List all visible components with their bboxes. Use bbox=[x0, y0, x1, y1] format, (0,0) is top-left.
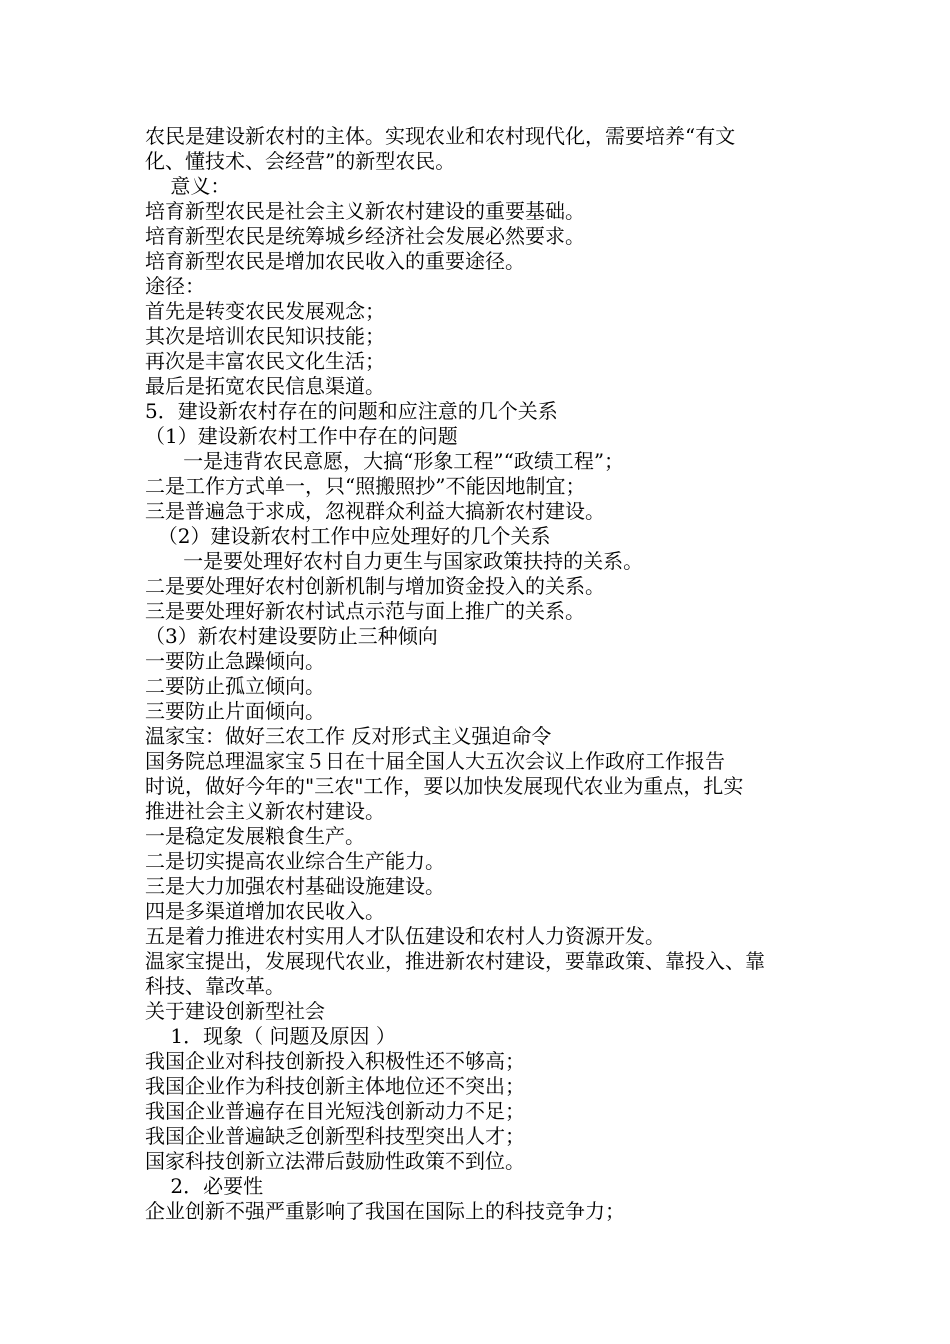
text-line: 一是稳定发展粮食生产。 bbox=[145, 824, 365, 848]
subsection-heading: 1．现象（ 问题及原因 ） bbox=[145, 1024, 396, 1048]
text-line: 温家宝提出，发展现代农业，推进新农村建设，要靠政策、靠投入、靠 bbox=[145, 949, 765, 973]
text-line: 五是着力推进农村实用人才队伍建设和农村人力资源开发。 bbox=[145, 924, 665, 948]
subsection-heading: （1）建设新农村工作中存在的问题 bbox=[145, 424, 458, 448]
text-line: 三要防止片面倾向。 bbox=[145, 699, 325, 723]
text-line: 二是工作方式单一，只“照搬照抄”不能因地制宜； bbox=[145, 474, 586, 498]
text-line: 再次是丰富农民文化生活； bbox=[145, 349, 385, 373]
subsection-heading: 2．必要性 bbox=[145, 1174, 264, 1198]
text-line: 最后是拓宽农民信息渠道。 bbox=[145, 374, 385, 398]
text-line: 培育新型农民是社会主义新农村建设的重要基础。 bbox=[145, 199, 585, 223]
text-line: 农民是建设新农村的主体。实现农业和农村现代化，需要培养“有文 bbox=[145, 124, 736, 148]
text-line: 科技、靠改革。 bbox=[145, 974, 285, 998]
subsection-heading: （3）新农村建设要防止三种倾向 bbox=[145, 624, 438, 648]
text-line: 三是普遍急于求成，忽视群众利益大搞新农村建设。 bbox=[145, 499, 605, 523]
text-line: 我国企业作为科技创新主体地位还不突出； bbox=[145, 1074, 525, 1098]
document-body bbox=[145, 124, 815, 1224]
text-line: 途径： bbox=[145, 274, 205, 298]
text-line: 培育新型农民是统筹城乡经济社会发展必然要求。 bbox=[145, 224, 585, 248]
text-line: 我国企业普遍缺乏创新型科技型突出人才； bbox=[145, 1124, 525, 1148]
text-line: 一是要处理好农村自力更生与国家政策扶持的关系。 bbox=[145, 549, 644, 573]
text-line: 企业创新不强严重影响了我国在国际上的科技竞争力； bbox=[145, 1199, 625, 1223]
text-line: 国家科技创新立法滞后鼓励性政策不到位。 bbox=[145, 1149, 525, 1173]
text-line: 四是多渠道增加农民收入。 bbox=[145, 899, 385, 923]
section-heading: 5．建设新农村存在的问题和应注意的几个关系 bbox=[145, 399, 558, 423]
text-line: 首先是转变农民发展观念； bbox=[145, 299, 385, 323]
section-heading: 关于建设创新型社会 bbox=[145, 999, 325, 1023]
text-line: 时说，做好今年的"三农"工作，要以加快发展现代农业为重点，扎实 bbox=[145, 774, 744, 798]
text-line: 化、懂技术、会经营”的新型农民。 bbox=[145, 149, 456, 173]
subsection-heading: （2）建设新农村工作中应处理好的几个关系 bbox=[145, 524, 551, 548]
text-line: 二是要处理好农村创新机制与增加资金投入的关系。 bbox=[145, 574, 605, 598]
text-line: 意义： bbox=[145, 174, 231, 198]
text-line: 其次是培训农民知识技能； bbox=[145, 324, 385, 348]
text-line: 一是违背农民意愿，大搞“形象工程”“政绩工程”； bbox=[145, 449, 625, 473]
text-line: 三是要处理好新农村试点示范与面上推广的关系。 bbox=[145, 599, 585, 623]
text-line: 一要防止急躁倾向。 bbox=[145, 649, 325, 673]
text-line: 推进社会主义新农村建设。 bbox=[145, 799, 385, 823]
article-title: 温家宝：做好三农工作 反对形式主义强迫命令 bbox=[145, 724, 552, 748]
text-line: 国务院总理温家宝５日在十届全国人大五次会议上作政府工作报告 bbox=[145, 749, 725, 773]
text-line: 二要防止孤立倾向。 bbox=[145, 674, 325, 698]
text-line: 三是大力加强农村基础设施建设。 bbox=[145, 874, 445, 898]
text-line: 培育新型农民是增加农民收入的重要途径。 bbox=[145, 249, 525, 273]
text-line: 我国企业普遍存在目光短浅创新动力不足； bbox=[145, 1099, 525, 1123]
text-line: 二是切实提高农业综合生产能力。 bbox=[145, 849, 445, 873]
text-line: 我国企业对科技创新投入积极性还不够高； bbox=[145, 1049, 525, 1073]
